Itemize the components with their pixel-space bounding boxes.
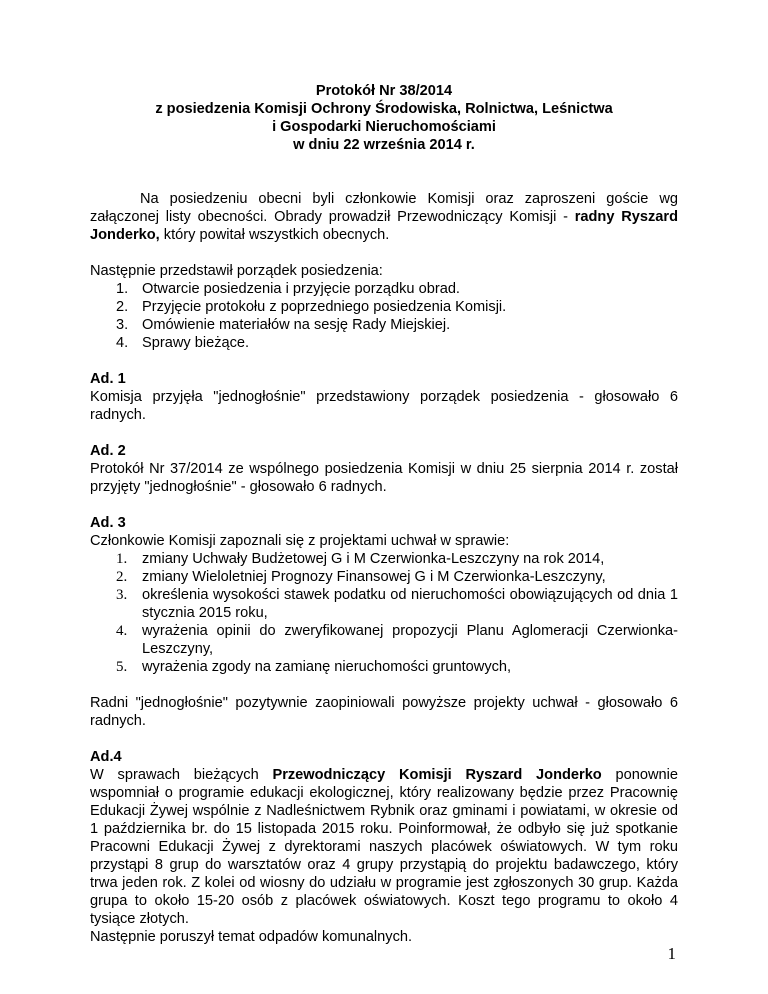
ad1-heading-text: Ad. 1 — [90, 371, 126, 387]
ad3-heading-text: Ad. 3 — [90, 515, 126, 531]
list-item — [90, 586, 678, 622]
ad2-heading-text: Ad. 2 — [90, 443, 126, 459]
list-text: zmiany Wieloletniej Prognozy Finansowej G i M Czerwionka-Leszczyny, — [142, 569, 606, 585]
ad3-list — [90, 550, 678, 676]
list-item — [90, 622, 678, 658]
list-text: określenia wysokości stawek podatku od nieruchomości obowiązujących od dnia 1 stycznia 2015 roku, — [142, 587, 678, 621]
ad3-conclusion: Radni "jednogłośnie" pozytywnie zaopiniowali powyższe projekty uchwał - głosowało 6 radnych. — [90, 695, 678, 729]
list-item — [90, 280, 678, 298]
list-text: wyrażenia zgody na zamianę nieruchomości gruntowych, — [142, 659, 512, 675]
list-number: 2. — [116, 299, 129, 315]
intro-paragraph — [90, 190, 678, 244]
list-number: 1. — [116, 281, 129, 297]
agenda-intro: Następnie przedstawił porządek posiedzenia: — [90, 263, 383, 279]
list-item — [90, 316, 678, 334]
title-line-1: Protokół Nr 38/2014 — [315, 83, 453, 99]
list-item — [90, 658, 678, 676]
title-line-3: i Gospodarki Nieruchomościami — [272, 119, 496, 135]
document-title — [90, 82, 678, 154]
list-item — [90, 568, 678, 586]
list-number: 4. — [116, 335, 129, 351]
list-item — [90, 298, 678, 316]
list-item — [90, 550, 678, 568]
list-text: Otwarcie posiedzenia i przyjęcie porządku obrad. — [142, 281, 460, 297]
ad1-text: Komisja przyjęła "jednogłośnie" przedstawiony porządek posiedzenia - głosowało 6 radnych. — [90, 389, 678, 423]
list-number: 3. — [116, 317, 129, 333]
ad4-text — [90, 766, 678, 928]
list-text: zmiany Uchwały Budżetowej G i M Czerwionka-Leszczyny na rok 2014, — [142, 551, 605, 567]
list-number: 1. — [116, 551, 128, 567]
ad4-closing: Następnie poruszył temat odpadów komunalnych. — [90, 929, 413, 945]
list-number: 4. — [116, 623, 128, 639]
page-number: 1 — [667, 944, 676, 963]
list-text: Sprawy bieżące. — [142, 335, 250, 351]
ad2-text: Protokół Nr 37/2014 ze wspólnego posiedzenia Komisji w dniu 25 sierpnia 2014 r. został przyjęty "jednogłośnie" - głosowało 6 radnych. — [90, 461, 678, 495]
ad1-heading — [90, 370, 678, 388]
ad4-heading — [90, 748, 678, 766]
list-number: 5. — [116, 659, 128, 675]
chairman-name: radny Ryszard Jonderko, — [90, 209, 678, 243]
title-line-2: z posiedzenia Komisji Ochrony Środowiska, Rolnictwa, Leśnictwa — [155, 101, 613, 117]
list-text: Omówienie materiałów na sesję Rady Miejskiej. — [142, 317, 451, 333]
intro-text-end: który powitał wszystkich obecnych. — [159, 227, 390, 243]
intro-text: Na posiedzeniu obecni byli członkowie Komisji oraz zaproszeni goście wg załączonej listy obecności. Obrady prowadził Przewodniczący Komisji - — [90, 191, 678, 225]
list-text: Przyjęcie protokołu z poprzedniego posiedzenia Komisji. — [142, 299, 507, 315]
list-number: 3. — [116, 587, 128, 603]
ad3-intro: Członkowie Komisji zapoznali się z projektami uchwał w sprawie: — [90, 533, 510, 549]
list-number: 2. — [116, 569, 128, 585]
ad4-text-body: ponownie wspomniał o programie edukacji ekologicznej, który realizowany będzie przez Pracownię Edukacji Żywej wspólnie z Nadleśnictwem Rybnik oraz gminami i powiatami, w okresie od 1 października br. do 15 listopada 2015 roku. Poinformował, że odbyło się już spotkanie Pracowni Edukacji Żywej z dyrektorami naszych placówek oświatowych. W tym roku przystąpi 8 grup do warsztatów oraz 4 grupy przystąpią do projektu badawczego, który trwa jeden rok. Z kolei od wiosny do udziału w programie jest zgłoszonych 30 grup. Każda grupa to około 15-20 osób z placówek oświatowych. Koszt tego programu to około 4 tysiące złotych. — [90, 767, 678, 927]
ad4-text-start: W sprawach bieżących — [90, 767, 273, 783]
list-item — [90, 334, 678, 352]
ad3-heading — [90, 514, 678, 532]
ad2-heading — [90, 442, 678, 460]
agenda-list — [90, 280, 678, 352]
ad4-heading-text: Ad.4 — [90, 749, 122, 765]
list-text: wyrażenia opinii do zweryfikowanej propozycji Planu Aglomeracji Czerwionka-Leszczyny, — [142, 623, 678, 657]
title-line-4: w dniu 22 września 2014 r. — [293, 137, 475, 153]
ad4-chairman-name: Przewodniczący Komisji Ryszard Jonderko — [272, 767, 602, 783]
